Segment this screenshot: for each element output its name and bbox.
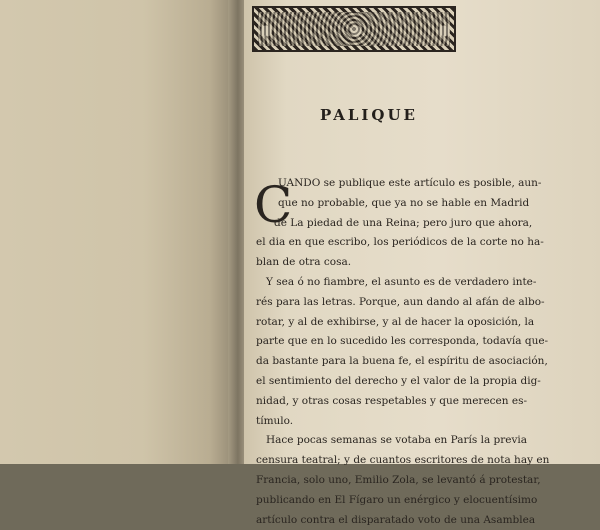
body-text — [256, 174, 578, 530]
drop-cap: C — [254, 176, 293, 234]
text-line: tímulo. — [256, 414, 294, 427]
text-line: artículo contra el disparatado voto de una Asamblea — [256, 513, 536, 526]
text-line: Hace pocas semanas se votaba en París la previa — [266, 434, 528, 447]
text-line: de La piedad de una Reina; pero juro que ahora, — [274, 216, 533, 229]
text-line: nidad, y otras cosas respetables y que merecen es- — [256, 394, 528, 407]
text-line: parte que en lo sucedido les corresponda, todavía que- — [256, 335, 549, 348]
text-line: el sentimiento del derecho y el valor de la propia dig- — [256, 374, 541, 387]
chapter-title: PALIQUE — [320, 106, 418, 124]
text-line: que no probable, que ya no se hable en Madrid — [278, 196, 530, 209]
left-page — [0, 0, 238, 464]
text-line: Y sea ó no fiambre, el asunto es de verdadero inte- — [266, 275, 537, 288]
header-ornament — [252, 6, 456, 52]
text-line: el dia en que escribo, los periódicos de la corte no ha- — [256, 236, 544, 249]
ornament-pattern — [258, 12, 450, 46]
text-line: Francia, solo uno, Emilio Zola, se levantó á protestar, — [256, 473, 541, 486]
text-line: censura teatral; y de cuantos escritores de nota hay en — [256, 454, 550, 467]
text-line: da bastante para la buena fe, el espíritu de asociación, — [256, 355, 548, 368]
text-line: blan de otra cosa. — [256, 256, 352, 269]
text-line: rés para las letras. Porque, aun dando al afán de albo- — [256, 295, 545, 308]
text-line: UANDO se publique este artículo es posible, aun- — [278, 177, 542, 189]
text-line: publicando en El Fígaro un enérgico y elocuentísimo — [256, 493, 538, 506]
text-line: rotar, y al de exhibirse, y al de hacer la oposición, la — [256, 315, 535, 328]
